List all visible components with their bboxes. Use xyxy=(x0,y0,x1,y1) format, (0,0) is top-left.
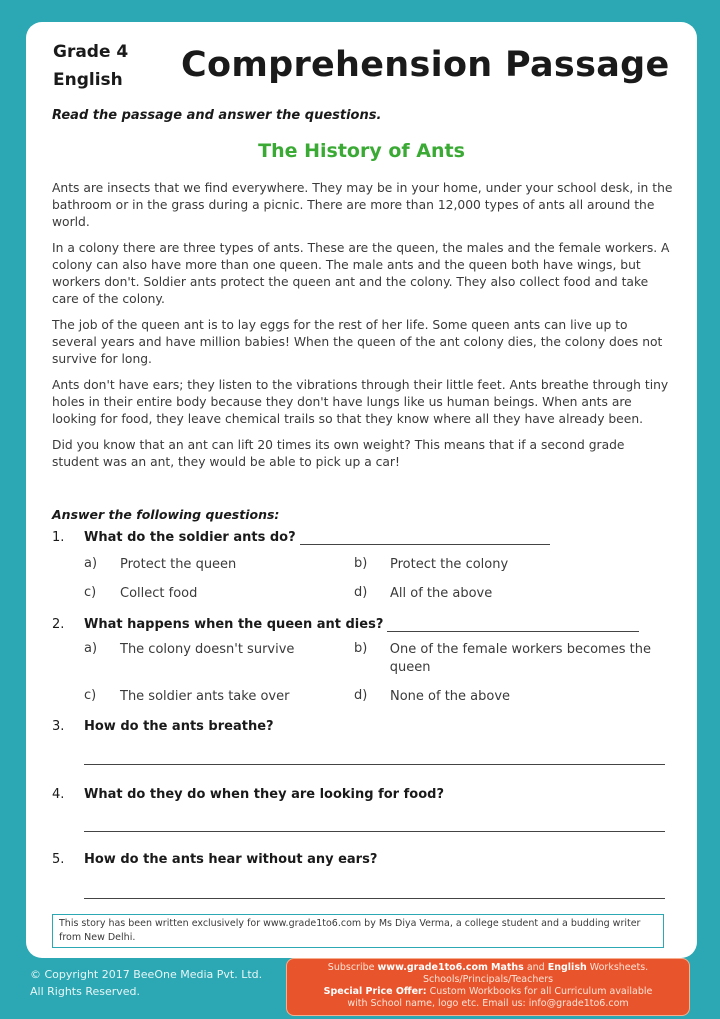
passage-paragraph: Ants are insects that we find everywhere. They may be in your home, under your school desk, in the bathroom or in the grass during a picnic. There are more than 12,000 types of ants all around the world. xyxy=(52,181,673,229)
option-1d[interactable] xyxy=(354,585,492,603)
worksheet-sheet xyxy=(26,22,697,958)
option-letter: c) xyxy=(84,585,97,600)
passage xyxy=(52,180,674,480)
option-1c[interactable] xyxy=(84,585,197,603)
option-letter: b) xyxy=(354,556,368,571)
question-number: 3. xyxy=(52,719,65,734)
promo-offer-label: Special Price Offer: xyxy=(323,986,427,997)
promo-maths: Maths xyxy=(490,962,524,973)
passage-paragraph: Did you know that an ant can lift 20 times its own weight? This means that if a second grade student was an ant, they would be able to pick up a car! xyxy=(52,438,625,469)
passage-paragraph: In a colony there are three types of ants. These are the queen, the males and the female workers. A colony can also have more than one queen. The male ants and the queen both have wings, but workers don't. Soldier ants protect the queen ant and the colony. They also collect food and take care of the colony. xyxy=(52,241,670,306)
question-1 xyxy=(52,530,550,545)
author-credit: This story has been written exclusively for www.grade1to6.com by Ms Diya Verma, a college student and a budding writer from New Delhi. xyxy=(52,914,664,948)
promo-worksheets: Worksheets. xyxy=(589,962,649,973)
option-1b[interactable] xyxy=(354,556,508,574)
answer-line-4[interactable] xyxy=(84,831,665,832)
instruction-text: Read the passage and answer the questions. xyxy=(52,108,382,123)
option-2b[interactable] xyxy=(354,641,672,677)
option-2c[interactable] xyxy=(84,688,289,706)
promo-english: English xyxy=(547,962,587,973)
story-title: The History of Ants xyxy=(258,140,465,162)
promo-line-4: with School name, logo etc. Email us: info@grade1to6.com xyxy=(347,998,629,1009)
option-text: All of the above xyxy=(390,586,493,601)
option-text: The soldier ants take over xyxy=(120,689,290,704)
promo-banner[interactable] xyxy=(286,958,690,1016)
question-text: How do the ants hear without any ears? xyxy=(84,852,378,867)
promo-line-3 xyxy=(287,986,689,998)
question-4 xyxy=(52,787,444,802)
questions-heading: Answer the following questions: xyxy=(52,507,280,522)
option-2d[interactable] xyxy=(354,688,510,706)
rights-line: All Rights Reserved. xyxy=(30,985,141,998)
question-5 xyxy=(52,852,377,867)
question-2 xyxy=(52,617,639,632)
question-number: 5. xyxy=(52,852,65,867)
option-text: Protect the colony xyxy=(390,557,509,572)
option-letter: a) xyxy=(84,641,98,656)
answer-blank[interactable] xyxy=(300,532,550,545)
promo-and: and xyxy=(526,962,545,973)
option-text: Collect food xyxy=(120,586,198,601)
copyright xyxy=(30,966,262,1000)
option-text: Protect the queen xyxy=(120,557,237,572)
grade-subject-block xyxy=(53,38,128,94)
promo-line-2: Schools/Principals/Teachers xyxy=(422,974,554,985)
answer-line-3[interactable] xyxy=(84,764,665,765)
question-text: What do they do when they are looking for food? xyxy=(84,787,444,802)
option-letter: d) xyxy=(354,688,368,703)
question-number: 4. xyxy=(52,787,65,802)
passage-paragraph: The job of the queen ant is to lay eggs for the rest of her life. Some queen ants can live up to several years and have million babies! When the queen of the ant colony dies, the colony does not survive for long. xyxy=(52,318,663,366)
option-letter: b) xyxy=(354,641,368,656)
promo-subscribe-text: Subscribe xyxy=(327,962,375,973)
question-text: What happens when the queen ant dies? xyxy=(84,617,384,632)
option-text: One of the female workers becomes the queen xyxy=(389,642,651,675)
option-text: The colony doesn't survive xyxy=(120,642,295,657)
promo-site-link[interactable]: www.grade1to6.com xyxy=(377,962,488,973)
grade-label: Grade 4 xyxy=(53,42,129,62)
option-letter: a) xyxy=(84,556,98,571)
question-number: 1. xyxy=(52,530,65,545)
question-text: What do the soldier ants do? xyxy=(84,530,296,545)
question-3 xyxy=(52,719,274,734)
question-number: 2. xyxy=(52,617,65,632)
question-text: How do the ants breathe? xyxy=(84,719,274,734)
promo-line-1 xyxy=(287,962,689,974)
answer-blank[interactable] xyxy=(387,619,639,632)
option-text: None of the above xyxy=(390,689,511,704)
promo-offer-text: Custom Workbooks for all Curriculum available xyxy=(429,986,653,997)
subject-label: English xyxy=(53,70,123,90)
passage-paragraph: Ants don't have ears; they listen to the vibrations through their little feet. Ants breathe through tiny holes in their entire body because they don't have lungs like us human beings. When ants are looking for food, they leave chemical trails so that they know where all they have already been. xyxy=(52,378,669,426)
option-2a[interactable] xyxy=(84,641,294,659)
answer-line-5[interactable] xyxy=(84,898,665,899)
page-title: Comprehension Passage xyxy=(181,45,670,85)
option-letter: d) xyxy=(354,585,368,600)
copyright-line: © Copyright 2017 BeeOne Media Pvt. Ltd. xyxy=(30,968,263,981)
option-1a[interactable] xyxy=(84,556,236,574)
option-letter: c) xyxy=(84,688,97,703)
